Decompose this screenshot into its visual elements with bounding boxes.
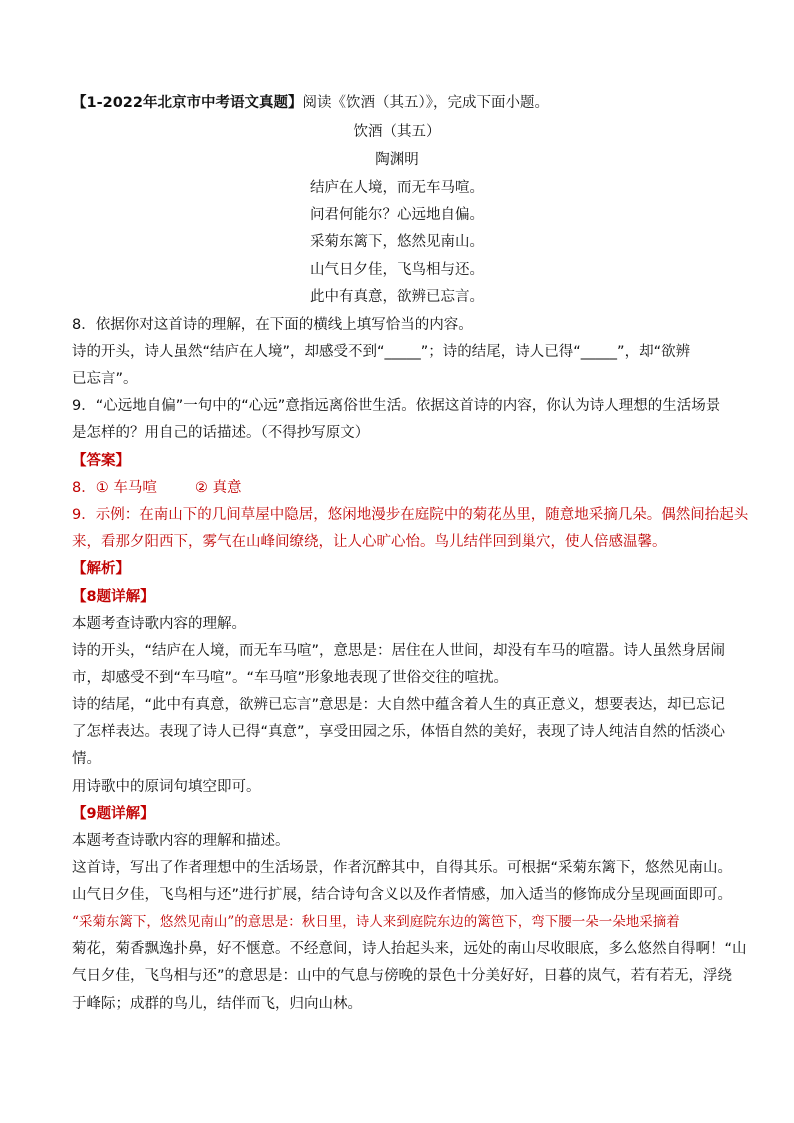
- poem-line: 问君何能尔？心远地自偏。: [310, 207, 484, 223]
- question-intro: [72, 94, 727, 112]
- question-source-tag: 【1-2022年北京市中考语文真题】: [72, 95, 303, 111]
- answer-8-number: 8．: [72, 480, 96, 496]
- answer-8-part1: ① 车马喧: [95, 480, 157, 496]
- poem-title: 饮酒（其五）: [353, 124, 441, 140]
- q9-line: 是怎样的？用自己的话描述。（不得抄写原文）: [72, 425, 370, 441]
- answer-9-line: 来，看那夕阳西下，雾气在山峰间缭绕，让人心旷心怡。鸟儿结伴回到巢穴，使人倍感温馨。: [72, 534, 667, 550]
- detail-9-line: 于峰际；成群的鸟儿，结伴而飞，归向山林。: [72, 996, 362, 1012]
- poem-line: 采菊东篱下，悠然见南山。: [310, 234, 484, 250]
- answer-9-line: 9．示例：在南山下的几间草屋中隐居，悠闲地漫步在庭院中的菊花丛里，随意地采摘几朵。偶然间抬起头: [72, 507, 749, 523]
- detail-9-red-line: “采菊东篱下，悠然见南山”的意思是：秋日里，诗人来到庭院东边的篱笆下，弯下腰一朵一朵地采摘着: [72, 914, 680, 930]
- q8-line: 已忘言”。: [72, 371, 138, 387]
- q8-line: 诗的开头，诗人虽然“结庐在人境”，却感受不到“_____”；诗的结尾，诗人已得“_____”，却“欲辨: [72, 344, 691, 360]
- detail-9-line: 菊花，菊香飘逸扑鼻，好不惬意。不经意间，诗人抬起头来，远处的南山尽收眼底，多么悠然自得啊！“山: [72, 941, 747, 957]
- poem-author: 陶渊明: [375, 152, 419, 168]
- detail-9-line: 本题考查诗歌内容的理解和描述。: [72, 833, 290, 849]
- detail-9-line: 气日夕佳，飞鸟相与还”的意思是：山中的气息与傍晚的景色十分美好好，日暮的岚气，若有若无，浮绕: [72, 968, 733, 984]
- detail-8-line: 本题考查诗歌内容的理解。: [72, 616, 246, 632]
- detail-8-line: 用诗歌中的原词句填空即可。: [72, 779, 261, 795]
- q8-stem: 8．依据你对这首诗的理解，在下面的横线上填写恰当的内容。: [72, 317, 473, 333]
- detail-8-line: 了怎样表达。表现了诗人已得“真意”，享受田园之乐，体悟自然的美好，表现了诗人纯洁自然的恬淡心: [72, 724, 726, 740]
- detail-8-line: 诗的开头，“结庐在人境，而无车马喧”，意思是：居住在人世间，却没有车马的喧嚣。诗人虽然身居闹: [72, 643, 726, 659]
- detail-8-line: 市，却感受不到“车马喧”。“车马喧”形象地表现了世俗交往的喧扰。: [72, 670, 509, 686]
- poem-line: 结庐在人境，而无车马喧。: [310, 180, 484, 196]
- detail-9-line: 山气日夕佳，飞鸟相与还”进行扩展，结合诗句含义以及作者情感，加入适当的修饰成分呈现画面即可。: [72, 887, 733, 903]
- poem-line: 山气日夕佳，飞鸟相与还。: [310, 262, 484, 278]
- analysis-heading: 【解析】: [72, 561, 130, 577]
- answer-8-part2: ② 真意: [194, 480, 242, 496]
- q9-line: 9．“心远地自偏”一句中的“心远”意指远离俗世生活。依据这首诗的内容，你认为诗人理想的生活场景: [72, 398, 721, 414]
- answer-heading: 【答案】: [72, 453, 130, 469]
- question-prompt: 阅读《饮酒（其五）》，完成下面小题。: [302, 95, 549, 111]
- detail-9-heading: 【9题详解】: [72, 806, 155, 822]
- detail-9-line: 这首诗，写出了作者理想中的生活场景，作者沉醉其中，自得其乐。可根据“采菊东篱下，悠然见南山。: [72, 860, 733, 876]
- detail-8-line: 情。: [72, 751, 101, 767]
- detail-8-heading: 【8题详解】: [72, 589, 155, 605]
- detail-8-line: 诗的结尾，“此中有真意，欲辨已忘言”意思是：大自然中蕴含着人生的真正意义，想要表达，却已忘记: [72, 697, 726, 713]
- answer-8: [72, 479, 727, 497]
- poem-line: 此中有真意，欲辨已忘言。: [310, 289, 484, 305]
